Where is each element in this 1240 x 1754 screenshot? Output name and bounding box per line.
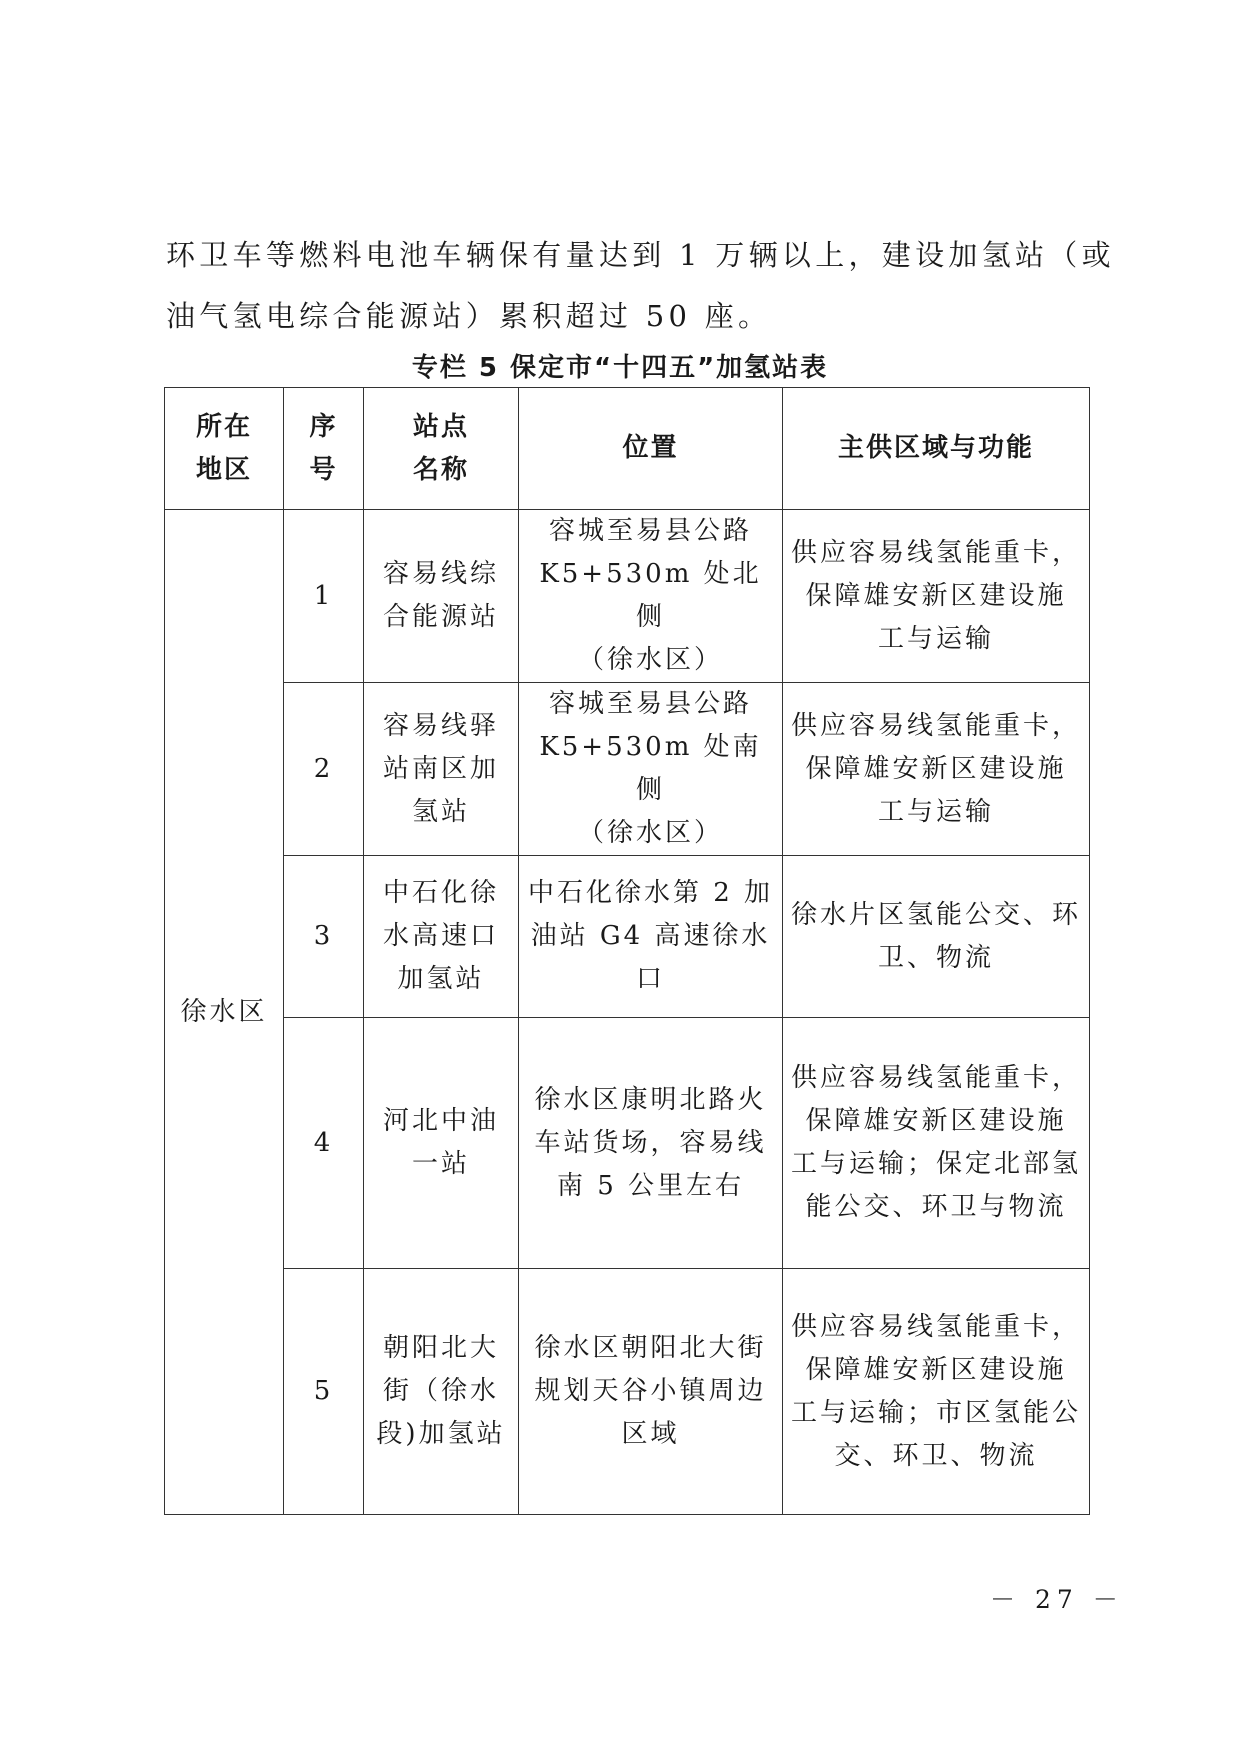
station-function: 供应容易线氢能重卡， 保障雄安新区建设施 工与运输 (783, 510, 1090, 683)
header-station-name: 站点 名称 (364, 388, 519, 510)
station-location: 徐水区康明北路火 车站货场，容易线 南 5 公里左右 (519, 1018, 783, 1269)
body-paragraph (166, 225, 1115, 347)
hydrogen-station-table (164, 387, 1090, 1515)
station-function: 供应容易线氢能重卡， 保障雄安新区建设施 工与运输；市区氢能公 交、环卫、物流 (783, 1269, 1090, 1515)
row-number: 4 (284, 1018, 364, 1269)
station-name: 中石化徐 水高速口 加氢站 (364, 856, 519, 1018)
table-header-row (165, 388, 1090, 510)
page-number: － 27 － (990, 1585, 1124, 1614)
table-row (165, 1018, 1090, 1269)
station-function: 供应容易线氢能重卡， 保障雄安新区建设施 工与运输；保定北部氢 能公交、环卫与物流 (783, 1018, 1090, 1269)
paragraph-line: 油气氢电综合能源站）累积超过 50 座。 (166, 299, 772, 333)
station-name: 容易线综 合能源站 (364, 510, 519, 683)
station-location: 中石化徐水第 2 加 油站 G4 高速徐水口 (519, 856, 783, 1018)
region-cell: 徐水区 (165, 510, 284, 1515)
table-row (165, 1269, 1090, 1515)
table-caption: 专栏 5 保定市“十四五”加氢站表 (411, 353, 829, 383)
header-number: 序 号 (284, 388, 364, 510)
row-number: 1 (284, 510, 364, 683)
station-name: 朝阳北大 街（徐水 段)加氢站 (364, 1269, 519, 1515)
header-region: 所在 地区 (165, 388, 284, 510)
row-number: 2 (284, 683, 364, 856)
station-location: 徐水区朝阳北大街 规划天谷小镇周边 区域 (519, 1269, 783, 1515)
row-number: 5 (284, 1269, 364, 1515)
station-function: 供应容易线氢能重卡， 保障雄安新区建设施 工与运输 (783, 683, 1090, 856)
station-name: 容易线驿 站南区加 氢站 (364, 683, 519, 856)
header-location: 位置 (519, 388, 783, 510)
station-name: 河北中油 一站 (364, 1018, 519, 1269)
station-location: 容城至易县公路 K5+530m 处南侧 （徐水区） (519, 683, 783, 856)
table-row (165, 856, 1090, 1018)
header-function: 主供区域与功能 (783, 388, 1090, 510)
table-row (165, 683, 1090, 856)
station-function: 徐水片区氢能公交、环 卫、物流 (783, 856, 1090, 1018)
station-location: 容城至易县公路 K5+530m 处北侧 （徐水区） (519, 510, 783, 683)
paragraph-line: 环卫车等燃料电池车辆保有量达到 1 万辆以上，建设加氢站（或 (166, 238, 1115, 272)
table-row (165, 510, 1090, 683)
row-number: 3 (284, 856, 364, 1018)
